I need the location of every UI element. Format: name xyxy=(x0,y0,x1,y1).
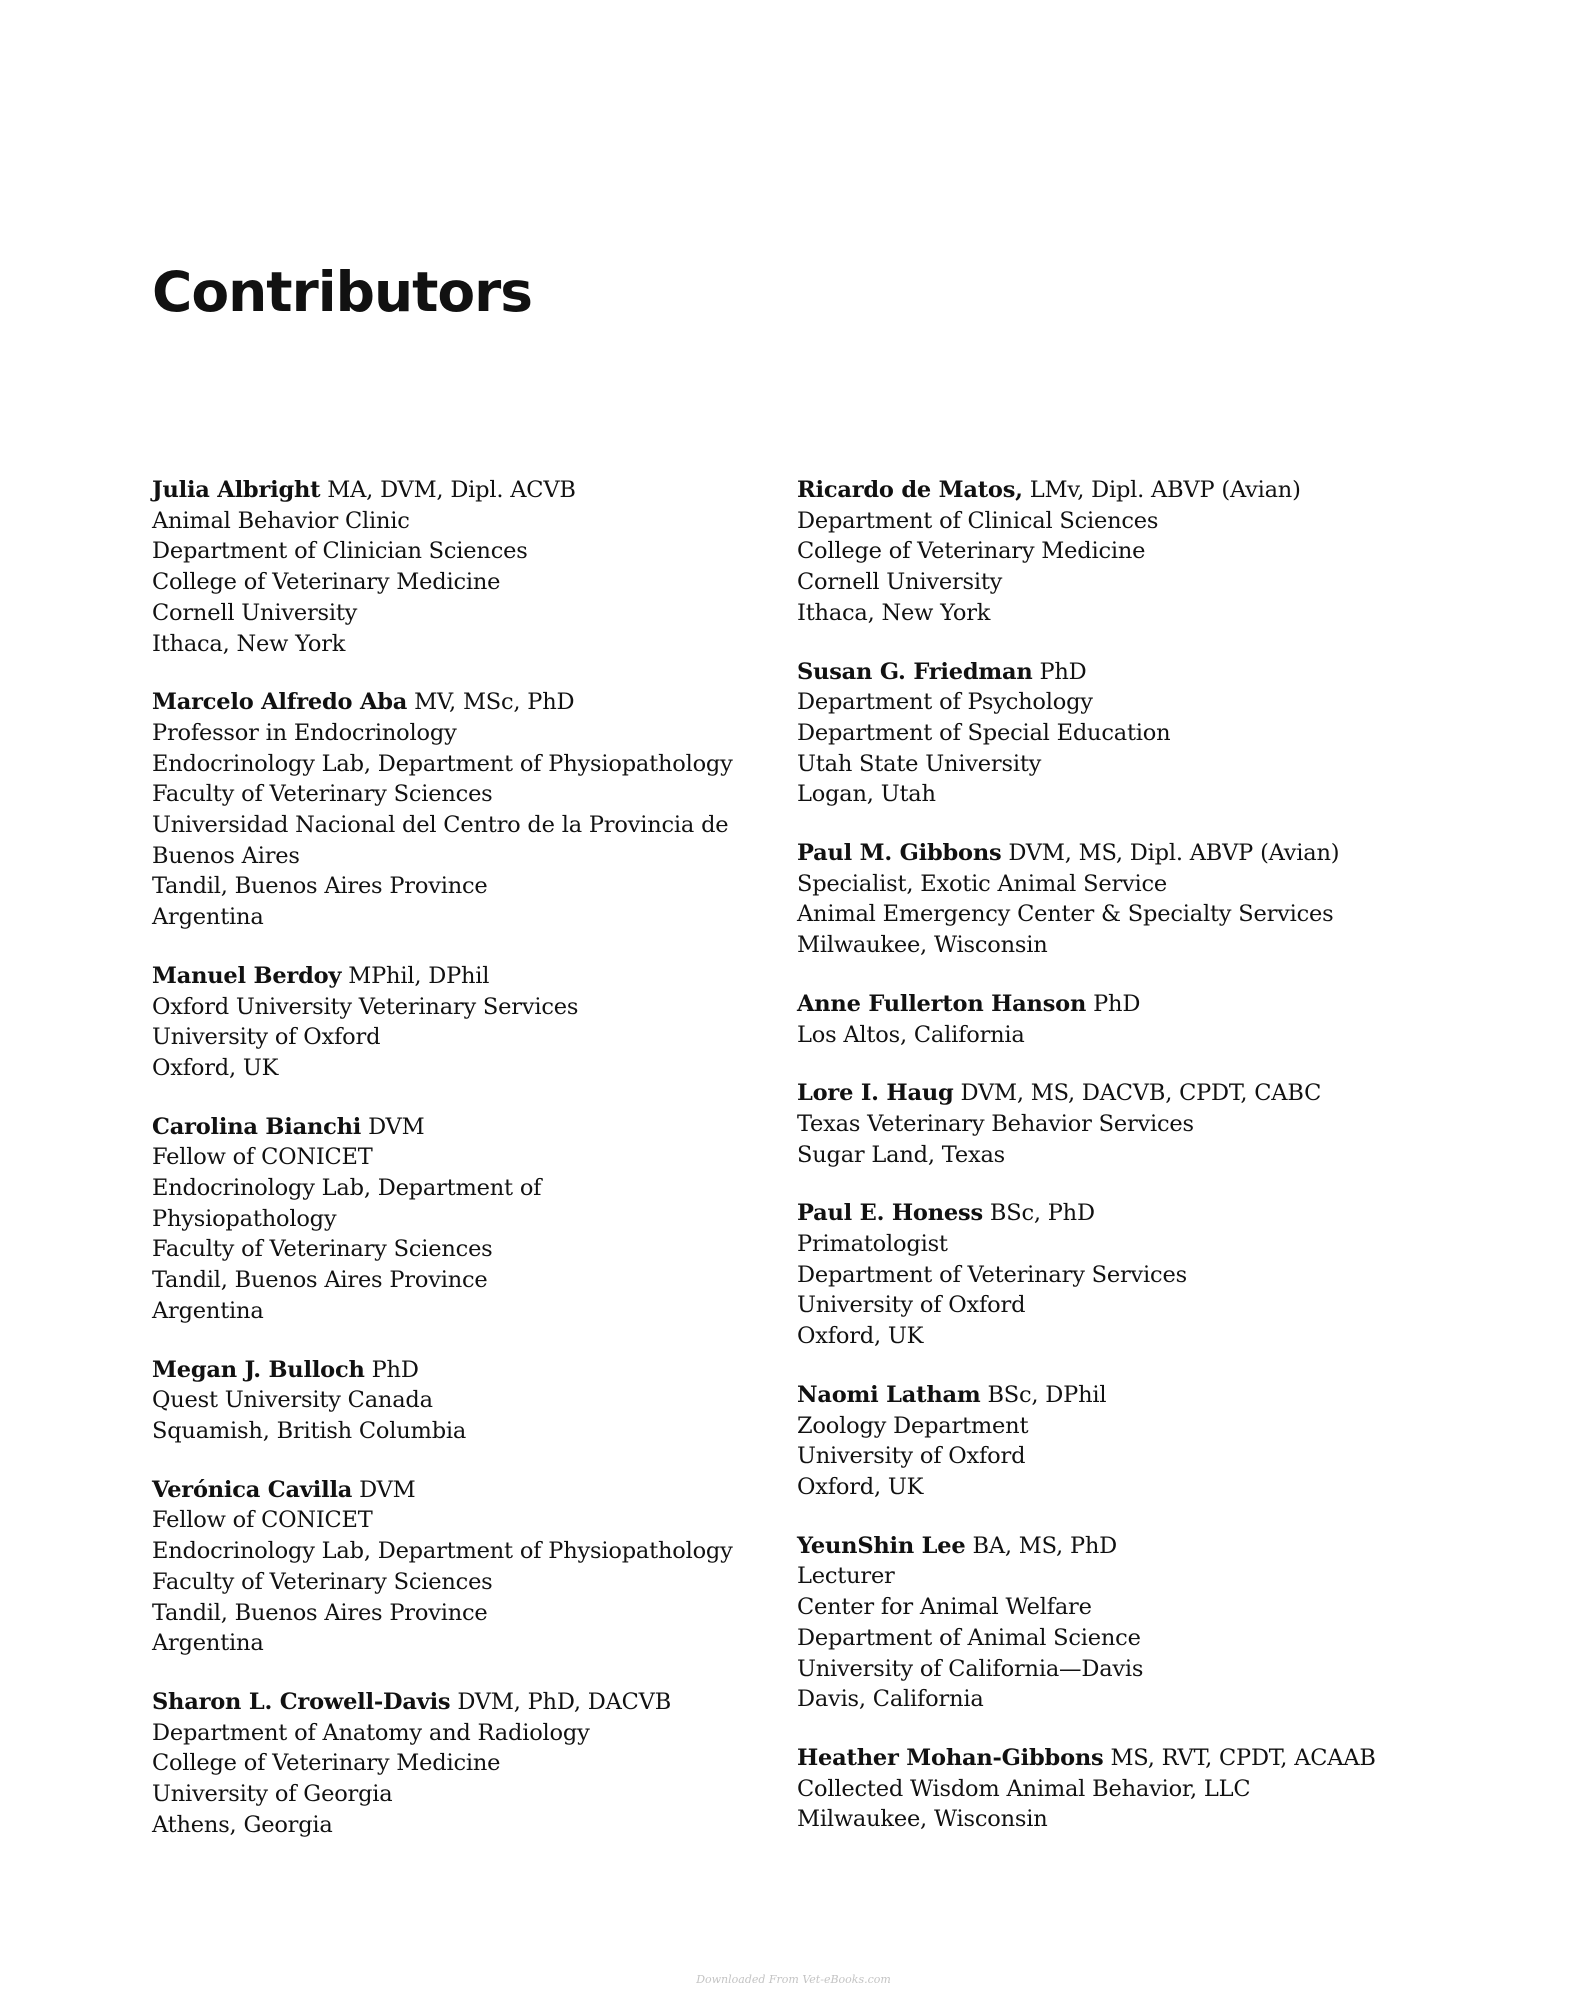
affiliation-line: University of Oxford xyxy=(797,1292,1026,1319)
contributor-credentials: DVM, MS, DACVB, CPDT, CABC xyxy=(960,1080,1322,1107)
affiliation-line: Department of Psychology xyxy=(797,689,1093,716)
affiliation-line: Lecturer xyxy=(797,1563,895,1590)
contributor-credentials: MA, DVM, Dipl. ACVB xyxy=(327,477,576,503)
affiliation-line: Universidad Nacional del Centro de la Provincia de xyxy=(152,812,729,839)
contributor-credentials: DVM xyxy=(368,1113,425,1140)
contributor-credentials: MS, RVT, CPDT, ACAAB xyxy=(1110,1744,1376,1771)
contributor-name: Julia Albright xyxy=(152,477,321,503)
contributor-name: Verónica Cavilla xyxy=(152,1476,353,1503)
contributor-credentials: BA, MS, PhD xyxy=(972,1532,1118,1559)
contributor-heading xyxy=(797,1531,1537,1562)
contributor-heading xyxy=(797,838,1537,869)
affiliation-line: Argentina xyxy=(152,1297,264,1324)
contributor-entry xyxy=(152,687,792,933)
contributor-name: Naomi Latham xyxy=(797,1381,981,1408)
affiliation-line: College of Veterinary Medicine xyxy=(152,1750,501,1777)
affiliation-line: University of Oxford xyxy=(797,1443,1026,1470)
affiliation-line: Quest University Canada xyxy=(152,1387,433,1414)
affiliation-line: Primatologist xyxy=(797,1231,948,1258)
contributor-credentials: BSc, DPhil xyxy=(987,1381,1107,1408)
affiliation-line: Faculty of Veterinary Sciences xyxy=(152,781,493,808)
affiliation-line: Logan, Utah xyxy=(797,781,936,808)
contributor-entry xyxy=(797,1078,1537,1170)
affiliation-line: Utah State University xyxy=(797,750,1042,777)
contributor-heading xyxy=(797,1743,1537,1774)
affiliation-line: Oxford University Veterinary Services xyxy=(152,993,579,1020)
download-watermark: Downloaded From Vet-eBooks.com xyxy=(696,1973,891,1986)
affiliation-line: Ithaca, New York xyxy=(797,599,991,626)
affiliation-line: Collected Wisdom Animal Behavior, LLC xyxy=(797,1775,1251,1802)
contributor-name: Sharon L. Crowell-Davis xyxy=(152,1688,451,1715)
contributor-entry xyxy=(797,657,1537,811)
contributor-credentials: MV, MSc, PhD xyxy=(414,689,575,716)
affiliation-line: Department of Clinician Sciences xyxy=(152,538,528,565)
contributor-credentials: MPhil, DPhil xyxy=(348,962,490,989)
contributor-entry xyxy=(797,1531,1537,1715)
contributor-entry xyxy=(797,1198,1537,1352)
affiliation-line: Department of Veterinary Services xyxy=(797,1261,1187,1288)
contributor-entry xyxy=(797,1743,1537,1835)
affiliation-line: Tandil, Buenos Aires Province xyxy=(152,1599,488,1626)
contributor-credentials: BSc, PhD xyxy=(989,1200,1095,1227)
contributor-heading xyxy=(152,475,792,506)
affiliation-line: Zoology Department xyxy=(797,1412,1029,1439)
contributor-entry xyxy=(152,1687,792,1841)
affiliation-line: Oxford, UK xyxy=(797,1473,924,1500)
affiliation-line: Argentina xyxy=(152,904,264,931)
contributors-left-column xyxy=(152,475,792,1868)
affiliation-line: Argentina xyxy=(152,1630,264,1657)
contributor-name: Paul E. Honess xyxy=(797,1200,983,1227)
contributor-heading xyxy=(797,1198,1537,1229)
contributor-heading xyxy=(152,1112,792,1143)
contributor-entry xyxy=(152,1355,792,1447)
affiliation-line: Physiopathology xyxy=(152,1205,337,1232)
affiliation-line: Milwaukee, Wisconsin xyxy=(797,932,1048,959)
contributor-credentials: DVM xyxy=(359,1476,416,1503)
affiliation-line: University of Georgia xyxy=(152,1781,393,1808)
affiliation-line: Faculty of Veterinary Sciences xyxy=(152,1236,493,1263)
affiliation-line: Oxford, UK xyxy=(797,1323,924,1350)
affiliation-line: Animal Emergency Center & Specialty Services xyxy=(797,901,1334,928)
contributor-credentials: DVM, MS, Dipl. ABVP (Avian) xyxy=(1008,840,1340,867)
contributor-name: Anne Fullerton Hanson xyxy=(797,990,1087,1017)
contributor-heading xyxy=(797,475,1537,506)
affiliation-line: University of California—Davis xyxy=(797,1655,1144,1682)
affiliation-line: Cornell University xyxy=(152,599,358,626)
affiliation-line: Department of Clinical Sciences xyxy=(797,507,1159,534)
contributor-name: Heather Mohan-Gibbons xyxy=(797,1744,1104,1771)
affiliation-line: Ithaca, New York xyxy=(152,630,346,657)
affiliation-line: Buenos Aires xyxy=(152,842,300,869)
contributor-entry xyxy=(152,1112,792,1327)
contributor-name: Paul M. Gibbons xyxy=(797,840,1002,867)
contributor-heading xyxy=(797,1078,1537,1109)
contributor-credentials: DVM, PhD, DACVB xyxy=(457,1688,672,1715)
affiliation-line: Fellow of CONICET xyxy=(152,1144,373,1171)
affiliation-line: College of Veterinary Medicine xyxy=(797,538,1146,565)
contributor-name: Marcelo Alfredo Aba xyxy=(152,689,408,716)
contributor-entry xyxy=(152,1475,792,1659)
contributor-name: Carolina Bianchi xyxy=(152,1113,362,1140)
contributor-heading xyxy=(152,1475,792,1506)
contributor-name: YeunShin Lee xyxy=(797,1532,966,1559)
contributor-credentials: LMv, Dipl. ABVP (Avian) xyxy=(1029,477,1301,503)
affiliation-line: University of Oxford xyxy=(152,1024,381,1051)
contributor-name: Megan J. Bulloch xyxy=(152,1356,365,1383)
affiliation-line: Athens, Georgia xyxy=(152,1811,333,1838)
page-title: Contributors xyxy=(152,260,533,324)
affiliation-line: Cornell University xyxy=(797,569,1003,596)
contributor-credentials: PhD xyxy=(371,1356,419,1383)
contributor-name: Manuel Berdoy xyxy=(152,962,342,989)
affiliation-line: Tandil, Buenos Aires Province xyxy=(152,1267,488,1294)
contributor-heading xyxy=(797,989,1537,1020)
affiliation-line: Endocrinology Lab, Department of Physiopathology xyxy=(152,750,733,777)
contributor-entry xyxy=(797,838,1537,961)
contributor-credentials: PhD xyxy=(1039,658,1087,685)
contributor-heading xyxy=(152,1355,792,1386)
contributor-heading xyxy=(152,1687,792,1718)
affiliation-line: Squamish, British Columbia xyxy=(152,1417,467,1444)
contributor-heading xyxy=(152,687,792,718)
affiliation-line: Department of Special Education xyxy=(797,719,1171,746)
contributor-entry xyxy=(797,475,1537,629)
affiliation-line: Los Altos, California xyxy=(797,1021,1025,1048)
contributor-entry xyxy=(797,989,1537,1050)
affiliation-line: Endocrinology Lab, Department of xyxy=(152,1175,542,1202)
affiliation-line: Endocrinology Lab, Department of Physiopathology xyxy=(152,1538,733,1565)
affiliation-line: Department of Anatomy and Radiology xyxy=(152,1719,590,1746)
affiliation-line: Fellow of CONICET xyxy=(152,1507,373,1534)
affiliation-line: Sugar Land, Texas xyxy=(797,1141,1006,1168)
affiliation-line: Animal Behavior Clinic xyxy=(152,507,410,534)
contributor-entry xyxy=(797,1380,1537,1503)
contributor-entry xyxy=(152,961,792,1084)
contributor-heading xyxy=(797,657,1537,688)
affiliation-line: College of Veterinary Medicine xyxy=(152,569,501,596)
contributor-credentials: PhD xyxy=(1093,990,1141,1017)
affiliation-line: Texas Veterinary Behavior Services xyxy=(797,1110,1194,1137)
affiliation-line: Faculty of Veterinary Sciences xyxy=(152,1568,493,1595)
affiliation-line: Center for Animal Welfare xyxy=(797,1594,1092,1621)
affiliation-line: Specialist, Exotic Animal Service xyxy=(797,870,1168,897)
affiliation-line: Oxford, UK xyxy=(152,1054,279,1081)
contributor-heading xyxy=(797,1380,1537,1411)
contributor-heading xyxy=(152,961,792,992)
contributor-name: Ricardo de Matos, xyxy=(797,477,1023,503)
affiliation-line: Professor in Endocrinology xyxy=(152,719,457,746)
contributor-name: Susan G. Friedman xyxy=(797,658,1033,685)
contributor-name: Lore I. Haug xyxy=(797,1080,954,1107)
contributor-entry xyxy=(152,475,792,659)
affiliation-line: Milwaukee, Wisconsin xyxy=(797,1806,1048,1833)
affiliation-line: Department of Animal Science xyxy=(797,1624,1141,1651)
contributors-right-column xyxy=(797,475,1537,1863)
affiliation-line: Tandil, Buenos Aires Province xyxy=(152,873,488,900)
affiliation-line: Davis, California xyxy=(797,1686,984,1713)
